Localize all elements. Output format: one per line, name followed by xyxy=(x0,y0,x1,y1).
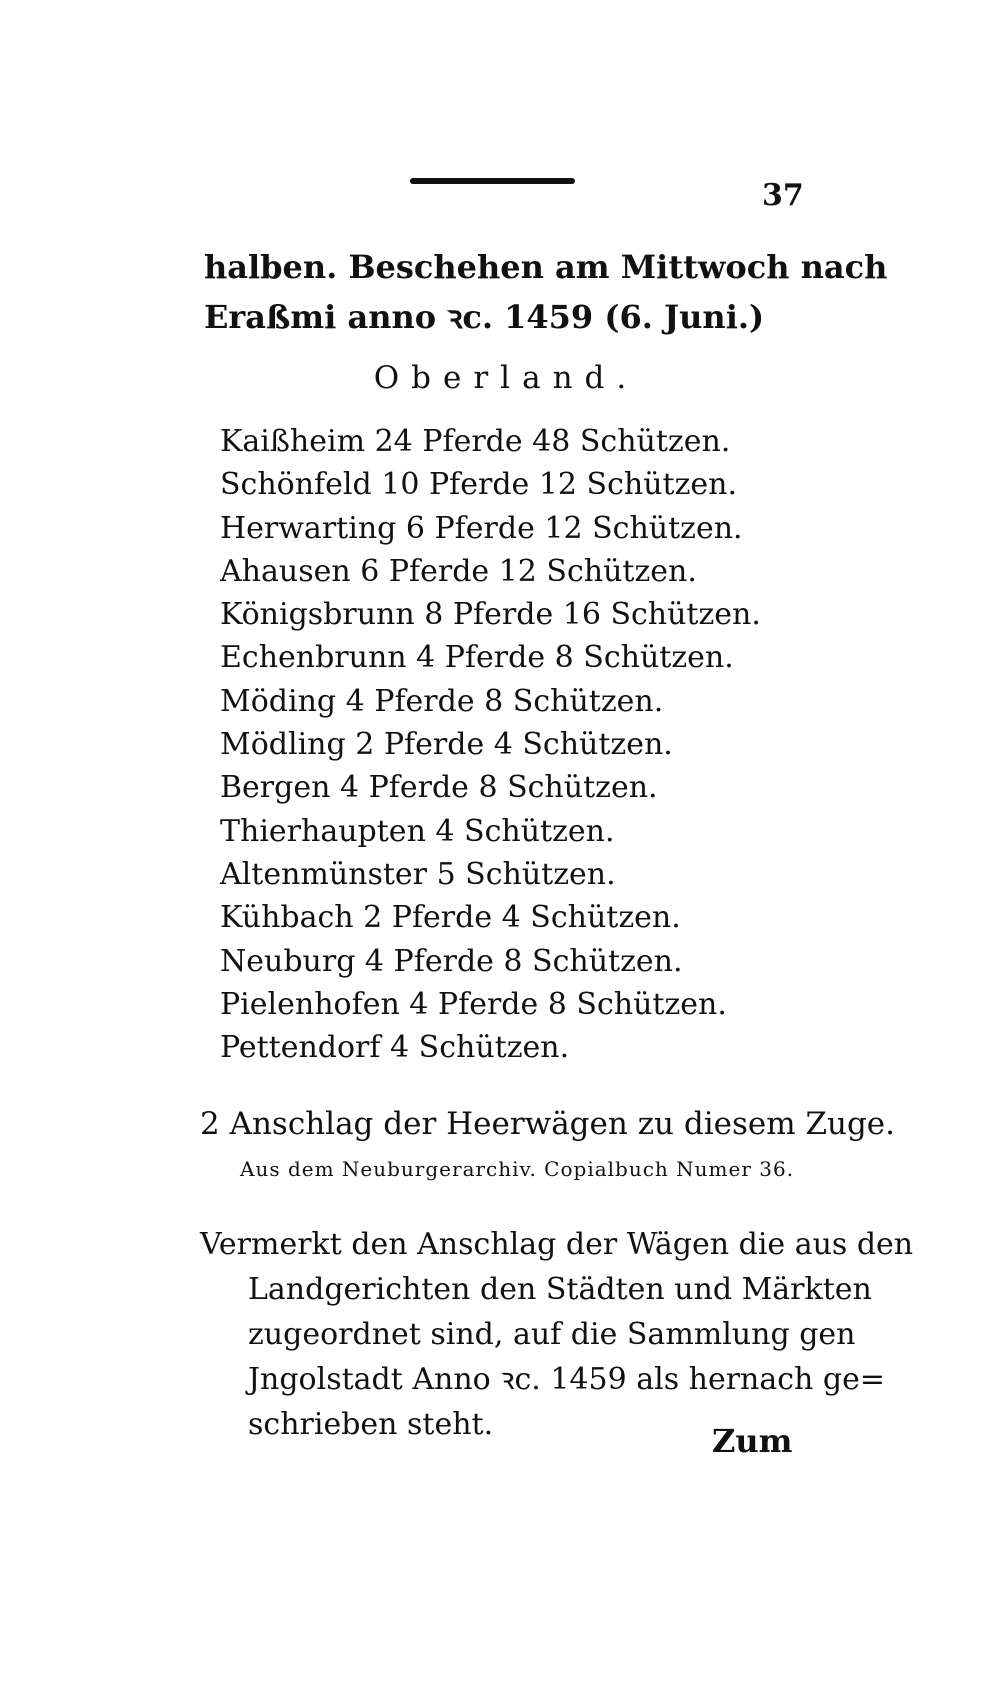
list-item: Möding 4 Pferde 8 Schützen. xyxy=(220,683,664,719)
section-2-title: 2 Anschlag der Heerwägen zu diesem Zuge. xyxy=(200,1106,896,1142)
section-heading: Oberland. xyxy=(373,360,639,396)
list-item: Mödling 2 Pferde 4 Schützen. xyxy=(220,727,673,763)
paragraph-line-5: schrieben steht. xyxy=(248,1407,494,1442)
intro-text xyxy=(204,242,888,342)
list-item: Altenmünster 5 Schützen. xyxy=(220,856,616,892)
list-item: Schönfeld 10 Pferde 12 Schützen. xyxy=(220,467,738,503)
catchword: Zum xyxy=(712,1422,793,1460)
list-item: Pielenhofen 4 Pferde 8 Schützen. xyxy=(220,986,727,1022)
list-item: Bergen 4 Pferde 8 Schützen. xyxy=(220,770,658,806)
list-item: Echenbrunn 4 Pferde 8 Schützen. xyxy=(220,640,734,676)
list-item: Kaißheim 24 Pferde 48 Schützen. xyxy=(220,424,731,459)
body-paragraph xyxy=(200,1222,914,1447)
paragraph-line-1: Vermerkt den Anschlag der Wägen die aus den xyxy=(200,1227,914,1262)
page-number: 37 xyxy=(762,178,804,213)
list-item: Herwarting 6 Pferde 12 Schützen. xyxy=(220,510,743,546)
paragraph-line-3: zugeordnet sind, auf die Sammlung gen xyxy=(248,1317,856,1352)
paragraph-line-2: Landgerichten den Städten und Märkten xyxy=(248,1272,872,1307)
paragraph-line-4: Jngolstadt Anno ꝛc. 1459 als hernach ge= xyxy=(248,1362,886,1397)
header-rule xyxy=(410,178,575,184)
list-item: Neuburg 4 Pferde 8 Schützen. xyxy=(220,943,683,979)
list-item: Kühbach 2 Pferde 4 Schützen. xyxy=(220,900,681,936)
source-note: Aus dem Neuburgerarchiv. Copialbuch Numer 36. xyxy=(240,1157,795,1181)
list-item: Pettendorf 4 Schützen. xyxy=(220,1030,570,1066)
entry-list xyxy=(220,420,761,1069)
intro-line-1: halben. Beschehen am Mittwoch nach xyxy=(204,248,888,286)
intro-line-2: Eraßmi anno ꝛc. 1459 (6. Juni.) xyxy=(204,298,765,336)
list-item: Ahausen 6 Pferde 12 Schützen. xyxy=(220,553,697,589)
list-item: Thierhaupten 4 Schützen. xyxy=(220,813,615,849)
list-item: Königsbrunn 8 Pferde 16 Schützen. xyxy=(220,597,761,633)
